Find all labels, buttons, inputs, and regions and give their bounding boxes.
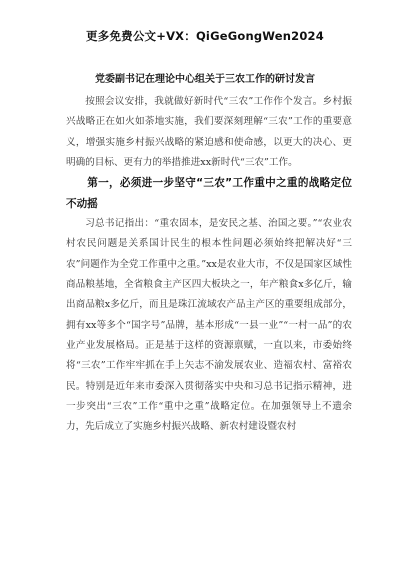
section-heading: 第一，必须进一步坚守“三农”工作重中之重的战略定位不动摇	[66, 177, 352, 210]
document-body	[66, 92, 352, 437]
document-title: 党委副书记在理论中心组关于三农工作的研讨发言	[95, 74, 315, 85]
section-paragraph: 习总书记指出：“重农固本，是安民之基、治国之要。”“农业农村农民问题是关系国计民生的根本性问题必须始终把解决好“三农”问题作为全党工作重中之重。”xx是农业大市，不仅是国家区域性商品粮基地，全省粮食主产区四大板块之一，年产粮食x多亿斤，输出商品粮x多亿斤，而且是珠江流域农产品主产区的重要组成部分，拥有xx等多个“国字号”品牌，基本形成“一县一业”“一村一品”的农业产业发展格局。正是基于这样的资源禀赋，一直以来，市委始终将“三农”工作牢牢抓在手上矢志不渝发展农业、造福农村、富裕农民。特别是近年来市委深入贯彻落实中央和习总书记指示精神，进一步突出“三农”工作“重中之重”战略定位。在加强领导上不遗余力，先后成立了实施乡村振兴战略、新农村建设暨农村	[66, 218, 352, 433]
promo-header: 更多免费公文+VX：QiGeGongWen2024	[86, 29, 324, 43]
intro-paragraph: 按照会议安排，我就做好新时代“三农”工作作个发言。乡村振兴战略正在如火如荼地实施，我们要深刻理解“三农”工作的重要意义，增强实施乡村振兴战略的紧迫感和使命感，以更大的决心、更明确的目标、更有力的举措推进xx新时代“三农”工作。	[66, 96, 352, 168]
